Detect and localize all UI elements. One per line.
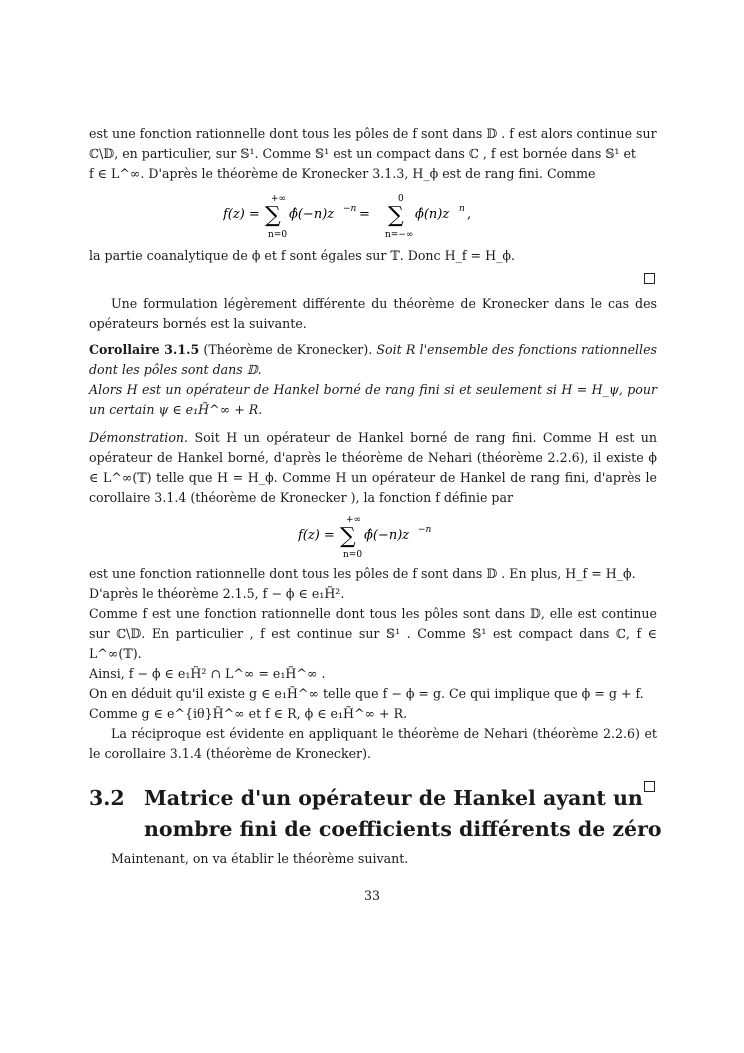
intro-line-2: ℂ\𝔻, en particulier, sur 𝕊¹. Comme 𝕊¹ est un compact dans ℂ , f est bornée dans 𝕊¹ et [89, 146, 636, 161]
eq2-term: ϕ̂(−n)z [364, 528, 410, 543]
proof-text: Soit H un opérateur de Hankel borné de rang fini. Comme H est un opérateur de Hankel borné, d'après le théorème de Nehari (théorème 2.2.6), il existe ϕ ∈ L^∞(𝕋) telle que H = H_ϕ. Comme H un opérateur de Hankel de rang fini, d'après le corollaire 3.1.4 (théorème de Kronecker ), la fonction f définie par [89, 430, 657, 505]
page-body [89, 124, 657, 802]
proof-line-2: D'après le théorème 2.1.5, f − ϕ ∈ e₁H̃². [89, 586, 345, 601]
eq1-term1: ϕ̂(−n)z [289, 207, 335, 222]
corollary-attribution: (Théorème de Kronecker). [199, 342, 377, 357]
after-eq1: la partie coanalytique de ϕ et f sont égales sur 𝕋. Donc H_f = H_ϕ. [89, 248, 515, 263]
eq1-term2: ϕ̂(n)z [415, 207, 450, 222]
proof-line-5: On en déduit qu'il existe g ∈ e₁H̃^∞ telle que f − ϕ = g. Ce qui implique que ϕ = g + f. [89, 686, 644, 701]
eq2-sum-top: +∞ [346, 515, 362, 525]
eq1-sum1-top: +∞ [271, 194, 287, 204]
proof-line-1: est une fonction rationnelle dont tous les pôles de f sont dans 𝔻 . En plus, H_f = H_ϕ. [89, 566, 636, 581]
eq2-sum-bot: n=0 [343, 550, 363, 558]
eq1-sum2-top: 0 [398, 194, 404, 204]
equation-1 [89, 188, 657, 240]
proof-line-4: Ainsi, f − ϕ ∈ e₁H̃² ∩ L^∞ = e₁H̃^∞ . [89, 666, 326, 681]
section-title: Matrice d'un opérateur de Hankel ayant un nombre fini de coefficients différents de zéro [144, 786, 662, 841]
eq2-lhs: f(z) = [298, 528, 335, 543]
eq1-term1-exp: −n [343, 204, 357, 214]
proof-line-3: Comme f est une fonction rationnelle dont tous les pôles sont dans 𝔻, elle est continue sur ℂ\𝔻. En particulier , f est continue sur 𝕊¹ . Comme 𝕊¹ est compact dans ℂ, f ∈ L^∞(𝕋). [89, 606, 657, 661]
proof-label: Démonstration. [89, 430, 189, 445]
eq1-lhs: f(z) = [223, 207, 260, 222]
equation-2-svg [298, 512, 448, 558]
eq1-sum2-bot: n=−∞ [385, 230, 414, 240]
proof-final: La réciproque est évidente en appliquant le théorème de Nehari (théorème 2.2.6) et le corollaire 3.1.4 (théorème de Kronecker). [89, 726, 657, 761]
eq2-term-exp: −n [418, 525, 432, 535]
eq1-tail: , [467, 207, 472, 222]
equation-2 [89, 512, 657, 558]
corollary-statement-1: Soit R l'ensemble des fonctions rationnelles dont les pôles sont dans 𝔻. [89, 342, 657, 377]
intro-line-3: f ∈ L^∞. D'après le théorème de Kronecker 3.1.3, H_ϕ est de rang fini. Comme [89, 166, 596, 181]
corollary-block [89, 340, 657, 380]
corollary-statement-2: Alors H est un opérateur de Hankel borné de rang fini si et seulement si H = H_ψ, pour un certain ψ ∈ e₁H̃^∞ + R. [89, 382, 657, 417]
eq1-term2-exp: n [459, 204, 465, 214]
page-number: 33 [363, 888, 381, 903]
qed-square-icon [644, 273, 655, 284]
section-number: 3.2 [89, 786, 125, 810]
after-section-paragraph: Maintenant, on va établir le théorème suivant. [111, 851, 409, 866]
intro-line-1: est une fonction rationnelle dont tous les pôles de f sont dans 𝔻 . f est alors continue sur [89, 126, 657, 141]
eq1-sum1-sigma: ∑ [265, 203, 281, 228]
eq1-sum1-bot: n=0 [268, 230, 288, 240]
formulation-paragraph: Une formulation légèrement différente du théorème de Kronecker dans le cas des opérateurs bornés est la suivante. [89, 296, 657, 331]
corollary-label: Corollaire 3.1.5 [89, 342, 200, 357]
proof-line-6: Comme g ∈ e^{iθ}H̃^∞ et f ∈ R, ϕ ∈ e₁H̃^∞ + R. [89, 706, 408, 721]
eq1-sum2-sigma: ∑ [388, 203, 404, 228]
eq1-eqsign: = [359, 207, 370, 222]
equation-1-svg [223, 188, 523, 240]
qed-mark-1 [89, 270, 657, 284]
eq2-sum-sigma: ∑ [340, 524, 356, 549]
proof-block [89, 428, 657, 508]
